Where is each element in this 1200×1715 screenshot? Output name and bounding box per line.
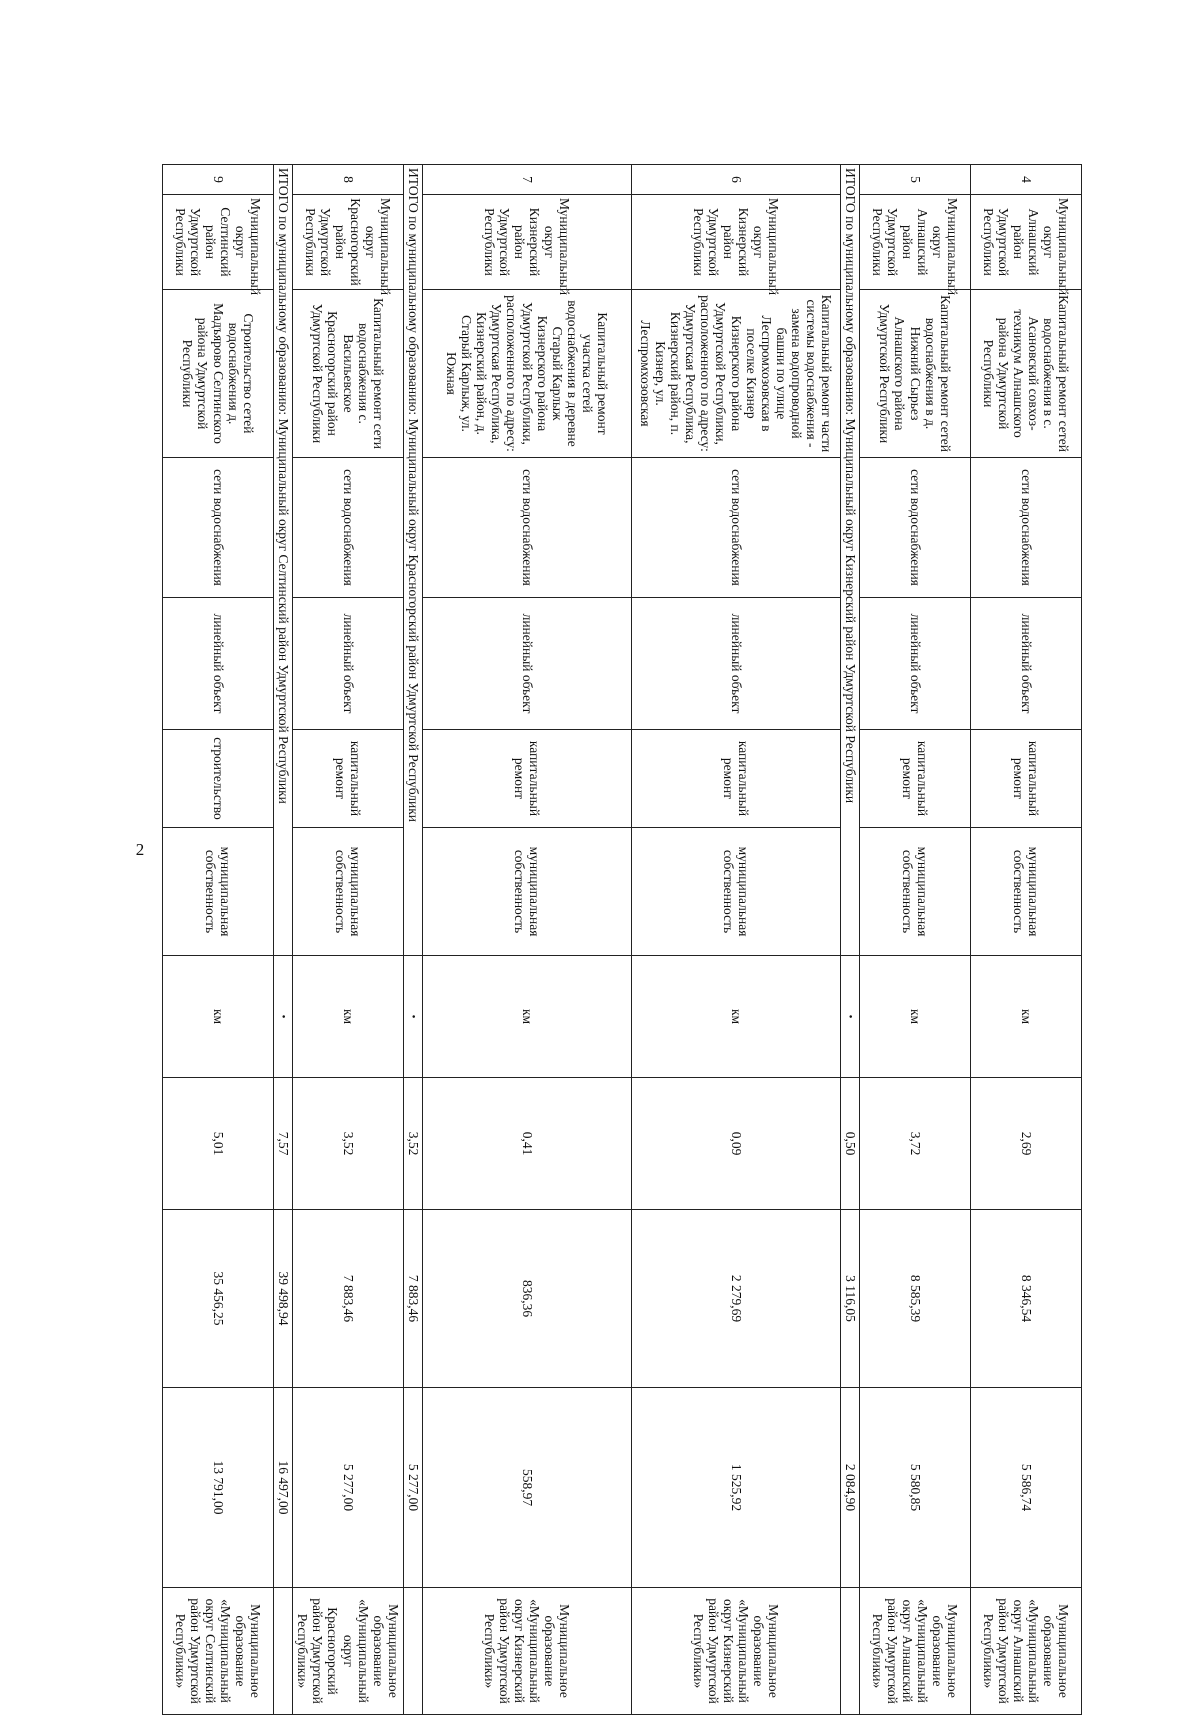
- fund-cell: 5 277,00: [293, 1388, 404, 1588]
- total-row: [274, 165, 293, 1715]
- total-unit-cell: •: [841, 956, 860, 1078]
- work-type-cell: капитальный ремонт: [860, 730, 971, 828]
- ownership-cell: муниципальная собственность: [163, 828, 274, 956]
- work-type-cell: капитальный ремонт: [293, 730, 404, 828]
- ownership-cell: муниципальная собственность: [971, 828, 1082, 956]
- length-cell: 3,52: [293, 1078, 404, 1210]
- object-cell: сети водоснабжения: [860, 458, 971, 598]
- total-length-cell: 3,52: [404, 1078, 423, 1210]
- total-empty-cell: [274, 1588, 293, 1715]
- project-name-cell: Капитальный ремонт сетей водоснабжения в с. Асановский совхоз-техникум Алнашского района Удмуртской Республики: [971, 290, 1082, 458]
- district-cell: Муниципальный округ Алнашский район Удмуртской Республики: [860, 195, 971, 290]
- total-label: ИТОГО по муниципальному образованию: Муниципальный округ Красногорский район Удмуртской Республики: [404, 165, 423, 956]
- row-number: 5: [860, 165, 971, 195]
- recipient-cell: Муниципальное образование «Муниципальный округ Алнашский район Удмуртской Республики»: [860, 1588, 971, 1715]
- ownership-cell: муниципальная собственность: [632, 828, 841, 956]
- total-length-cell: 7,57: [274, 1078, 293, 1210]
- unit-cell: км: [860, 956, 971, 1078]
- recipient-cell: Муниципальное образование «Муниципальный округ Кизнерский район Удмуртской Республики»: [632, 1588, 841, 1715]
- total-fund-cell: 16 497,00: [274, 1388, 293, 1588]
- length-cell: 0,41: [423, 1078, 632, 1210]
- object-type-cell: линейный объект: [293, 598, 404, 730]
- row-number: 6: [632, 165, 841, 195]
- fund-cell: 558,97: [423, 1388, 632, 1588]
- project-name-cell: Капитальный ремонт сетей водоснабжения в д. Нижний Сырьез Алнашского района Удмуртской Республики: [860, 290, 971, 458]
- table-row: [423, 165, 632, 1715]
- object-cell: сети водоснабжения: [632, 458, 841, 598]
- fund-cell: 13 791,00: [163, 1388, 274, 1588]
- total-row: [841, 165, 860, 1715]
- table-row: [293, 165, 404, 1715]
- unit-cell: км: [293, 956, 404, 1078]
- cost-cell: 836,36: [423, 1210, 632, 1388]
- total-cost-cell: 7 883,46: [404, 1210, 423, 1388]
- table-row: [860, 165, 971, 1715]
- unit-cell: км: [423, 956, 632, 1078]
- table-row: [971, 165, 1082, 1715]
- object-type-cell: линейный объект: [632, 598, 841, 730]
- total-fund-cell: 5 277,00: [404, 1388, 423, 1588]
- project-name-cell: Капитальный ремонт части системы водоснабжения - замена водопроводной башни по улице Леспромхозовская в поселке Кизнер Кизнерского района Удмуртской Республики, расположенного по адресу: Удмуртская Республика, Кизнерский район, п. Кизнер, ул. Леспромхозовская: [632, 290, 841, 458]
- table-body: [163, 165, 1082, 1715]
- total-unit-cell: •: [404, 956, 423, 1078]
- project-name-cell: Капитальный ремонт сети водоснабжения с. Васильевское Красногорский район Удмуртской Республики: [293, 290, 404, 458]
- total-cost-cell: 3 116,05: [841, 1210, 860, 1388]
- unit-cell: км: [971, 956, 1082, 1078]
- work-type-cell: строительство: [163, 730, 274, 828]
- object-type-cell: линейный объект: [163, 598, 274, 730]
- total-length-cell: 0,50: [841, 1078, 860, 1210]
- recipient-cell: Муниципальное образование «Муниципальный округ Алнашский район Удмуртской Республики»: [971, 1588, 1082, 1715]
- object-type-cell: линейный объект: [423, 598, 632, 730]
- object-cell: сети водоснабжения: [163, 458, 274, 598]
- length-cell: 3,72: [860, 1078, 971, 1210]
- recipient-cell: Муниципальное образование «Муниципальный округ Красногорский район Удмуртской Республики»: [293, 1588, 404, 1715]
- recipient-cell: Муниципальное образование «Муниципальный округ Кизнерский район Удмуртской Республики»: [423, 1588, 632, 1715]
- cost-cell: 8 346,54: [971, 1210, 1082, 1388]
- work-type-cell: капитальный ремонт: [971, 730, 1082, 828]
- district-cell: Муниципальный округ Красногорский район Удмуртской Республики: [293, 195, 404, 290]
- ownership-cell: муниципальная собственность: [293, 828, 404, 956]
- length-cell: 5,01: [163, 1078, 274, 1210]
- cost-cell: 2 279,69: [632, 1210, 841, 1388]
- work-type-cell: капитальный ремонт: [423, 730, 632, 828]
- cost-cell: 8 585,39: [860, 1210, 971, 1388]
- total-label: ИТОГО по муниципальному образованию: Муниципальный округ Селтинский район Удмуртской Республики: [274, 165, 293, 956]
- fund-cell: 5 586,74: [971, 1388, 1082, 1588]
- table-row: [632, 165, 841, 1715]
- total-row: [404, 165, 423, 1715]
- object-cell: сети водоснабжения: [293, 458, 404, 598]
- length-cell: 0,09: [632, 1078, 841, 1210]
- rotated-table-wrapper: [172, 164, 1082, 1704]
- table-row: [163, 165, 274, 1715]
- row-number: 7: [423, 165, 632, 195]
- object-cell: сети водоснабжения: [423, 458, 632, 598]
- district-cell: Муниципальный округ Кизнерский район Удмуртской Республики: [423, 195, 632, 290]
- work-type-cell: капитальный ремонт: [632, 730, 841, 828]
- ownership-cell: муниципальная собственность: [860, 828, 971, 956]
- length-cell: 2,69: [971, 1078, 1082, 1210]
- cost-cell: 7 883,46: [293, 1210, 404, 1388]
- total-empty-cell: [404, 1588, 423, 1715]
- cost-cell: 35 456,25: [163, 1210, 274, 1388]
- object-type-cell: линейный объект: [971, 598, 1082, 730]
- row-number: 9: [163, 165, 274, 195]
- object-cell: сети водоснабжения: [971, 458, 1082, 598]
- total-unit-cell: •: [274, 956, 293, 1078]
- total-fund-cell: 2 084,90: [841, 1388, 860, 1588]
- page-number: 2: [135, 840, 145, 859]
- recipient-cell: Муниципальное образование «Муниципальный округ Селтинский район Удмуртской Республики»: [163, 1588, 274, 1715]
- total-cost-cell: 39 498,94: [274, 1210, 293, 1388]
- fund-cell: 5 580,85: [860, 1388, 971, 1588]
- row-number: 4: [971, 165, 1082, 195]
- object-type-cell: линейный объект: [860, 598, 971, 730]
- unit-cell: км: [163, 956, 274, 1078]
- fund-cell: 1 525,92: [632, 1388, 841, 1588]
- district-cell: Муниципальный округ Алнашский район Удмуртской Республики: [971, 195, 1082, 290]
- project-name-cell: Капитальный ремонт участка сетей водоснабжения в деревне Старый Карлыж Кизнерского района Удмуртской Республики, расположенного по адресу: Удмуртская Республика, Кизнерский район, д. Старый Карлыж, ул. Южная: [423, 290, 632, 458]
- water-supply-table: [162, 164, 1082, 1715]
- unit-cell: км: [632, 956, 841, 1078]
- total-label: ИТОГО по муниципальному образованию: Муниципальный округ Кизнерский район Удмуртской Республики: [841, 165, 860, 956]
- row-number: 8: [293, 165, 404, 195]
- ownership-cell: муниципальная собственность: [423, 828, 632, 956]
- district-cell: Муниципальный округ Кизнерский район Удмуртской Республики: [632, 195, 841, 290]
- district-cell: Муниципальный округ Селтинский район Удмуртской Республики: [163, 195, 274, 290]
- total-empty-cell: [841, 1588, 860, 1715]
- project-name-cell: Строительство сетей водоснабжения д. Мадъярово Селтинского района Удмуртской Республики: [163, 290, 274, 458]
